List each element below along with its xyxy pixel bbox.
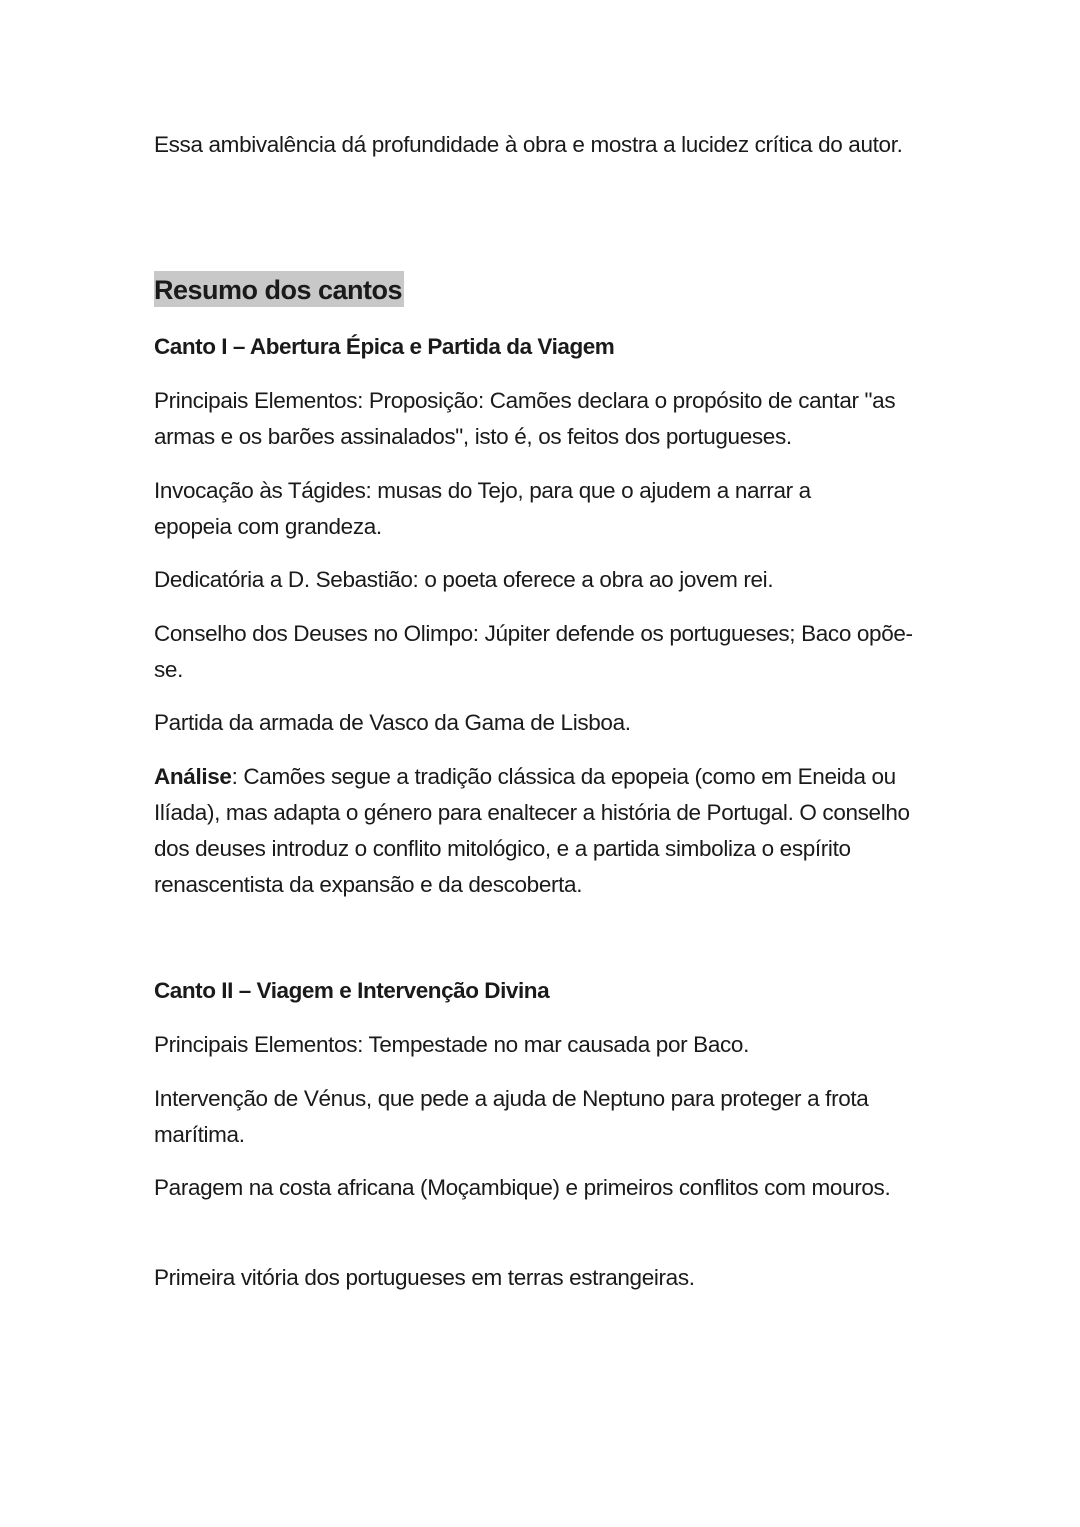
canto-2-item: Paragem na costa africana (Moçambique) e primeiros conflitos com mouros. xyxy=(154,1175,891,1200)
canto-1-analysis xyxy=(154,759,944,903)
canto-1-item: Dedicatória a D. Sebastião: o poeta oferece a obra ao jovem rei. xyxy=(154,567,774,592)
canto-2-item: Principais Elementos: Tempestade no mar causada por Baco. xyxy=(154,1032,749,1057)
intro-paragraph: Essa ambivalência dá profundidade à obra e mostra a lucidez crítica do autor. xyxy=(154,132,903,157)
canto-2-item: Intervenção de Vénus, que pede a ajuda de Neptuno para proteger a frota marítima. xyxy=(154,1086,869,1147)
canto-1-item: Conselho dos Deuses no Olimpo: Júpiter defende os portugueses; Baco opõe-se. xyxy=(154,621,913,682)
canto-2-item: Primeira vitória dos portugueses em terras estrangeiras. xyxy=(154,1265,695,1290)
canto-1-item: Principais Elementos: Proposição: Camões declara o propósito de cantar "as armas e os barões assinalados", isto é, os feitos dos portugueses. xyxy=(154,388,896,449)
analysis-label: Análise xyxy=(154,764,232,789)
section-heading: Resumo dos cantos xyxy=(154,271,404,307)
canto-2-heading: Canto II – Viagem e Intervenção Divina xyxy=(154,978,550,1003)
canto-1-heading: Canto I – Abertura Épica e Partida da Viagem xyxy=(154,334,615,359)
canto-1-item: Partida da armada de Vasco da Gama de Lisboa. xyxy=(154,710,631,735)
canto-1-item: Invocação às Tágides: musas do Tejo, para que o ajudem a narrar a epopeia com grandeza. xyxy=(154,478,811,539)
analysis-text: : Camões segue a tradição clássica da epopeia (como em Eneida ou Ilíada), mas adapta o género para enaltecer a história de Portugal. O conselho dos deuses introduz o conflito mitológico, e a partida simboliza o espírito renascentista da expansão e da descoberta. xyxy=(154,764,910,897)
